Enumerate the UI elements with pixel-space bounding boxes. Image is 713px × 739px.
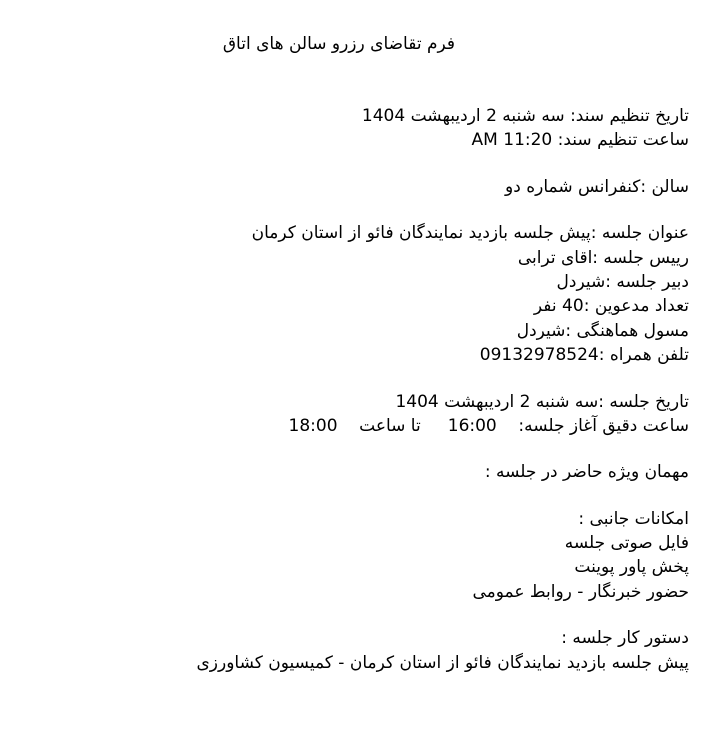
meeting-time-range [9, 414, 689, 438]
meeting-subject: عنوان جلسه :پیش جلسه بازدید نمایندگان فائو از استان کرمان [251, 223, 689, 244]
spacer [9, 153, 689, 175]
end-time-label: تا ساعت [359, 415, 421, 436]
agenda-heading: دستور کار جلسه : [561, 628, 689, 649]
spacer [9, 604, 689, 626]
spacer [9, 368, 689, 390]
meeting-date: تاریخ جلسه :سه شنبه 2 اردیبهشت 1404 [395, 391, 689, 412]
hall-name: سالن :کنفرانس شماره دو [505, 176, 689, 197]
spacer [9, 199, 689, 221]
end-time: 18:00 [288, 415, 338, 436]
start-time: 16:00 [447, 415, 497, 436]
form-title: فرم تقاضای رزرو سالن های اتاق [222, 34, 455, 54]
coordinator: مسول هماهنگی :شیردل [516, 320, 689, 341]
facility-item: حضور خبرنگار - روابط عمومی [472, 581, 689, 602]
start-time-label: ساعت دقیق آغاز جلسه: [518, 415, 689, 436]
facility-item: فایل صوتی جلسه [564, 533, 689, 554]
invitee-count: تعداد مدعوین :40 نفر [533, 296, 689, 317]
document-time: ساعت تنظیم سند: 11:20 AM [471, 130, 689, 151]
facility-item: پخش پاور پوینت [574, 557, 689, 578]
meeting-secretary: دبیر جلسه :شیردل [556, 271, 689, 292]
meeting-chair: رییس جلسه :اقای ترابی [517, 247, 689, 268]
form-body [9, 104, 689, 675]
special-guests: مهمان ویژه حاضر در جلسه : [484, 462, 689, 483]
spacer [9, 485, 689, 507]
document-date: تاریخ تنظیم سند: سه شنبه 2 اردیبهشت 1404 [361, 106, 689, 126]
spacer [9, 438, 689, 460]
facilities-heading: امکانات جانبی : [578, 508, 689, 529]
agenda-text: پیش جلسه بازدید نمایندگان فائو از استان کرمان - کمیسیون کشاورزی [196, 652, 689, 673]
mobile-phone: تلفن همراه :09132978524 [479, 345, 689, 366]
